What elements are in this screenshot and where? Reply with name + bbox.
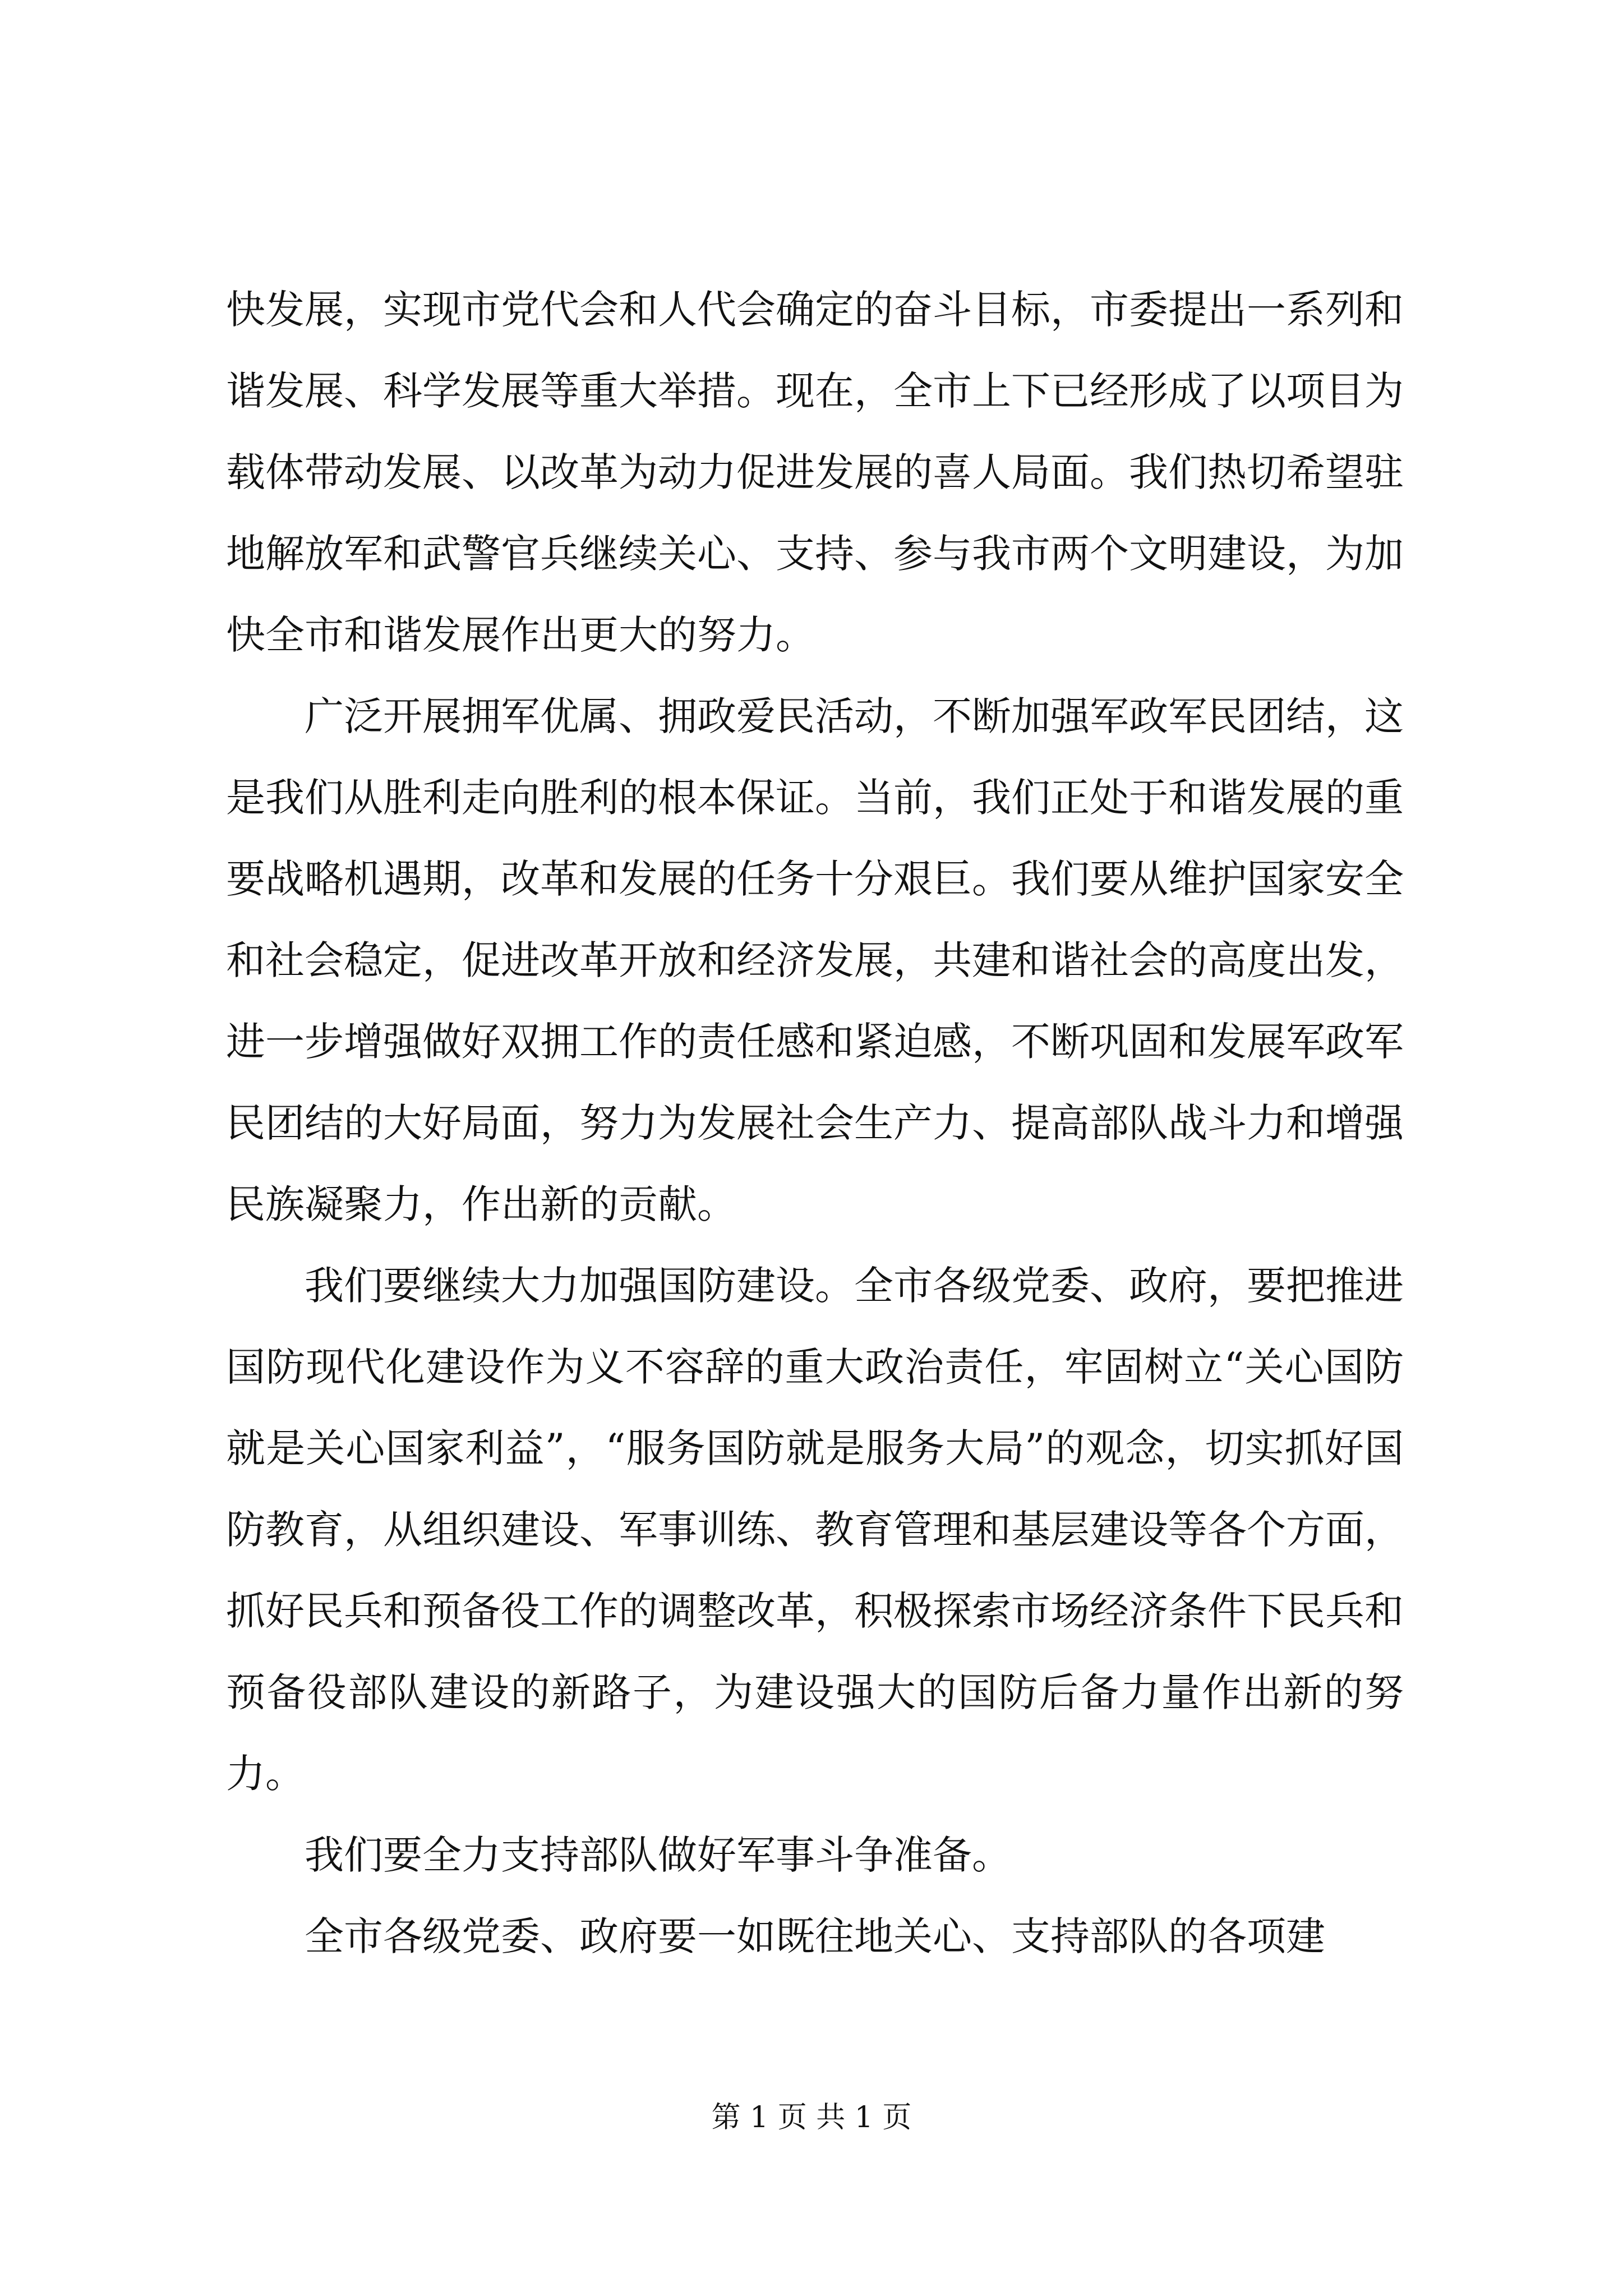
paragraph-4: 我们要全力支持部队做好军事斗争准备。 bbox=[305, 1832, 1011, 1878]
page-footer: 第 1 页 共 1 页 bbox=[711, 2101, 912, 2134]
paragraph-3: 我们要继续大力加强国防建设。全市各级党委、政府，要把推进国防现代化建设作为义不容辞的重大政治责任，牢固树立“关心国防就是关心国家利益”，“服务国防就是服务大局”的观念，切实抓好国防教育，从组织建设、军事训练、教育管理和基层建设等各个方面，抓好民兵和预备役工作的调整改革，积极探索市场经济条件下民兵和预备役部队建设的新路子，为建设强大的国防后备力量作出新的努力。 bbox=[226, 1263, 1404, 1797]
paragraph-1: 快发展，实现市党代会和人代会确定的奋斗目标，市委提出一系列和谐发展、科学发展等重大举措。现在，全市上下已经形成了以项目为载体带动发展、以改革为动力促进发展的喜人局面。我们热切希望驻地解放军和武警官兵继续关心、支持、参与我市两个文明建设，为加快全市和谐发展作出更大的努力。 bbox=[226, 287, 1404, 658]
document-body bbox=[226, 269, 1404, 1977]
paragraph-2: 广泛开展拥军优属、拥政爱民活动，不断加强军政军民团结，这是我们从胜利走向胜利的根本保证。当前，我们正处于和谐发展的重要战略机遇期，改革和发展的任务十分艰巨。我们要从维护国家安全和社会稳定，促进改革开放和经济发展，共建和谐社会的高度出发，进一步增强做好双拥工作的责任感和紧迫感，不断巩固和发展军政军民团结的大好局面，努力为发展社会生产力、提高部队战斗力和增强民族凝聚力，作出新的贡献。 bbox=[226, 693, 1404, 1227]
paragraph-5: 全市各级党委、政府要一如既往地关心、支持部队的各项建 bbox=[305, 1913, 1325, 1959]
